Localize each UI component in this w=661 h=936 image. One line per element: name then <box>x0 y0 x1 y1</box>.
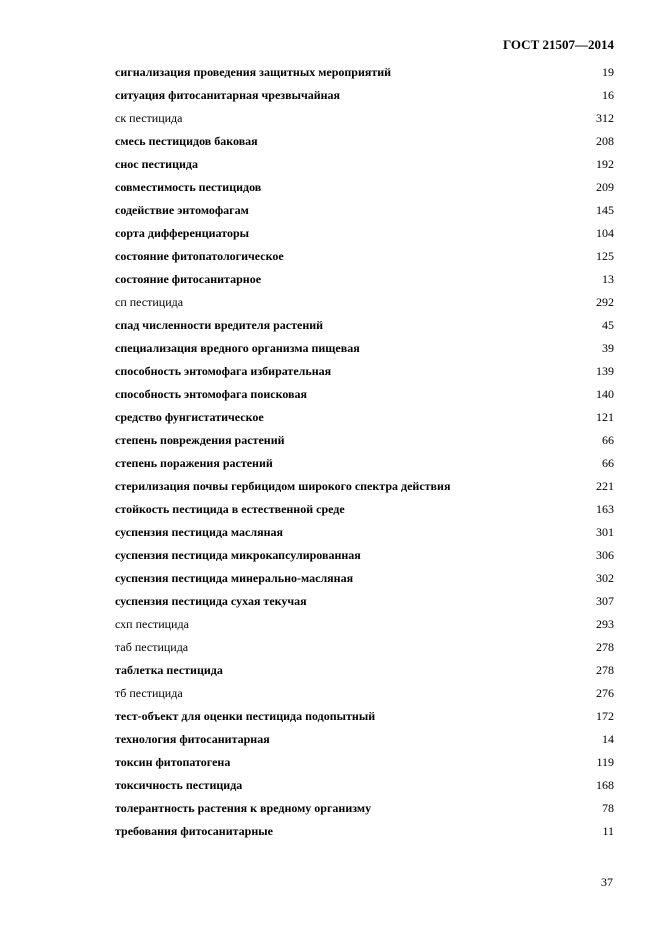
index-term: сорта дифференциаторы <box>115 226 250 240</box>
index-term: специализация вредного организма пищевая <box>115 341 360 355</box>
document-header: ГОСТ 21507—2014 <box>502 37 614 52</box>
index-entry <box>115 132 614 155</box>
index-entry <box>115 822 614 845</box>
index-entry <box>115 592 614 615</box>
index-term: состояние фитосанитарное <box>115 272 262 286</box>
index-term: схп пестицида <box>115 617 189 631</box>
index-term: смесь пестицидов баковая <box>115 134 258 148</box>
index-page-ref: 140 <box>596 387 614 401</box>
index-page-ref: 78 <box>602 801 614 815</box>
index-page-ref: 45 <box>602 318 614 332</box>
index-page-ref: 119 <box>596 755 614 769</box>
index-term: толерантность растения к вредному организму <box>115 801 372 815</box>
index-page-ref: 121 <box>596 410 614 424</box>
index-entry <box>115 178 614 201</box>
index-page-ref: 66 <box>602 433 614 447</box>
index-entry <box>115 500 614 523</box>
index-entry <box>115 569 614 592</box>
index-page-ref: 302 <box>596 571 614 585</box>
index-entry <box>115 224 614 247</box>
index-page-ref: 208 <box>596 134 614 148</box>
index-term: степень повреждения растений <box>115 433 285 447</box>
index-term: требования фитосанитарные <box>115 824 273 838</box>
index-term: суспензия пестицида сухая текучая <box>115 594 307 608</box>
index-entry <box>115 155 614 178</box>
index-page-ref: 14 <box>602 732 614 746</box>
index-page-ref: 163 <box>596 502 614 516</box>
index-term: сигнализация проведения защитных мероприятий <box>115 65 392 79</box>
index-term: токсин фитопатогена <box>115 755 231 769</box>
index-entry <box>115 293 614 316</box>
index-page-ref: 66 <box>602 456 614 470</box>
index-term: сп пестицида <box>115 295 184 309</box>
index-page-ref: 312 <box>596 111 614 125</box>
index-term: суспензия пестицида минерально-масляная <box>115 571 354 585</box>
index-entry <box>115 707 614 730</box>
index-entry <box>115 638 614 661</box>
index-entry <box>115 477 614 500</box>
index-page-ref: 306 <box>596 548 614 562</box>
index-page-ref: 278 <box>596 663 614 677</box>
index-term: степень поражения растений <box>115 456 273 470</box>
index-entry <box>115 799 614 822</box>
index-page-ref: 19 <box>602 65 614 79</box>
index-entry <box>115 523 614 546</box>
index-page-ref: 13 <box>602 272 614 286</box>
index-term: суспензия пестицида микрокапсулированная <box>115 548 361 562</box>
term-index-list <box>115 63 614 845</box>
index-term: стойкость пестицида в естественной среде <box>115 502 345 516</box>
index-entry <box>115 454 614 477</box>
index-entry <box>115 776 614 799</box>
index-term: спад численности вредителя растений <box>115 318 324 332</box>
index-entry <box>115 753 614 776</box>
index-term: совместимость пестицидов <box>115 180 262 194</box>
index-entry <box>115 730 614 753</box>
index-term: суспензия пестицида масляная <box>115 525 283 539</box>
index-page-ref: 16 <box>602 88 614 102</box>
index-page-ref: 139 <box>596 364 614 378</box>
index-entry <box>115 385 614 408</box>
index-entry <box>115 247 614 270</box>
index-term: таблетка пестицида <box>115 663 223 677</box>
index-entry <box>115 109 614 132</box>
index-page-ref: 39 <box>602 341 614 355</box>
index-term: технология фитосанитарная <box>115 732 270 746</box>
index-page-ref: 145 <box>596 203 614 217</box>
index-page-ref: 307 <box>596 594 614 608</box>
index-entry <box>115 546 614 569</box>
index-page-ref: 172 <box>596 709 614 723</box>
index-term: способность энтомофага избирательная <box>115 364 332 378</box>
index-entry <box>115 362 614 385</box>
index-page-ref: 11 <box>602 824 614 838</box>
index-term: снос пестицида <box>115 157 198 171</box>
index-page-ref: 278 <box>596 640 614 654</box>
index-term: средство фунгистатическое <box>115 410 264 424</box>
index-term: содействие энтомофагам <box>115 203 249 217</box>
index-entry <box>115 339 614 362</box>
index-term: токсичность пестицида <box>115 778 243 792</box>
index-entry <box>115 86 614 109</box>
index-page-ref: 276 <box>596 686 614 700</box>
index-page-ref: 168 <box>596 778 614 792</box>
index-entry <box>115 201 614 224</box>
index-entry <box>115 615 614 638</box>
index-page-ref: 104 <box>596 226 614 240</box>
index-page-ref: 209 <box>596 180 614 194</box>
index-term: ситуация фитосанитарная чрезвычайная <box>115 88 341 102</box>
index-entry <box>115 684 614 707</box>
index-term: способность энтомофага поисковая <box>115 387 308 401</box>
index-entry <box>115 661 614 684</box>
index-page-ref: 301 <box>596 525 614 539</box>
index-entry <box>115 316 614 339</box>
index-entry <box>115 408 614 431</box>
index-page-ref: 293 <box>596 617 614 631</box>
index-term: стерилизация почвы гербицидом широкого спектра действия <box>115 479 451 493</box>
index-term: таб пестицида <box>115 640 189 654</box>
index-entry <box>115 63 614 86</box>
index-entry <box>115 270 614 293</box>
index-term: ск пестицида <box>115 111 183 125</box>
index-term: тест-объект для оценки пестицида подопытный <box>115 709 376 723</box>
index-entry <box>115 431 614 454</box>
index-page-ref: 221 <box>596 479 614 493</box>
index-page-ref: 292 <box>596 295 614 309</box>
index-term: состояние фитопатологическое <box>115 249 284 263</box>
index-page-ref: 125 <box>596 249 614 263</box>
index-page-ref: 192 <box>596 157 614 171</box>
page-number: 37 <box>601 875 613 889</box>
index-term: тб пестицида <box>115 686 183 700</box>
